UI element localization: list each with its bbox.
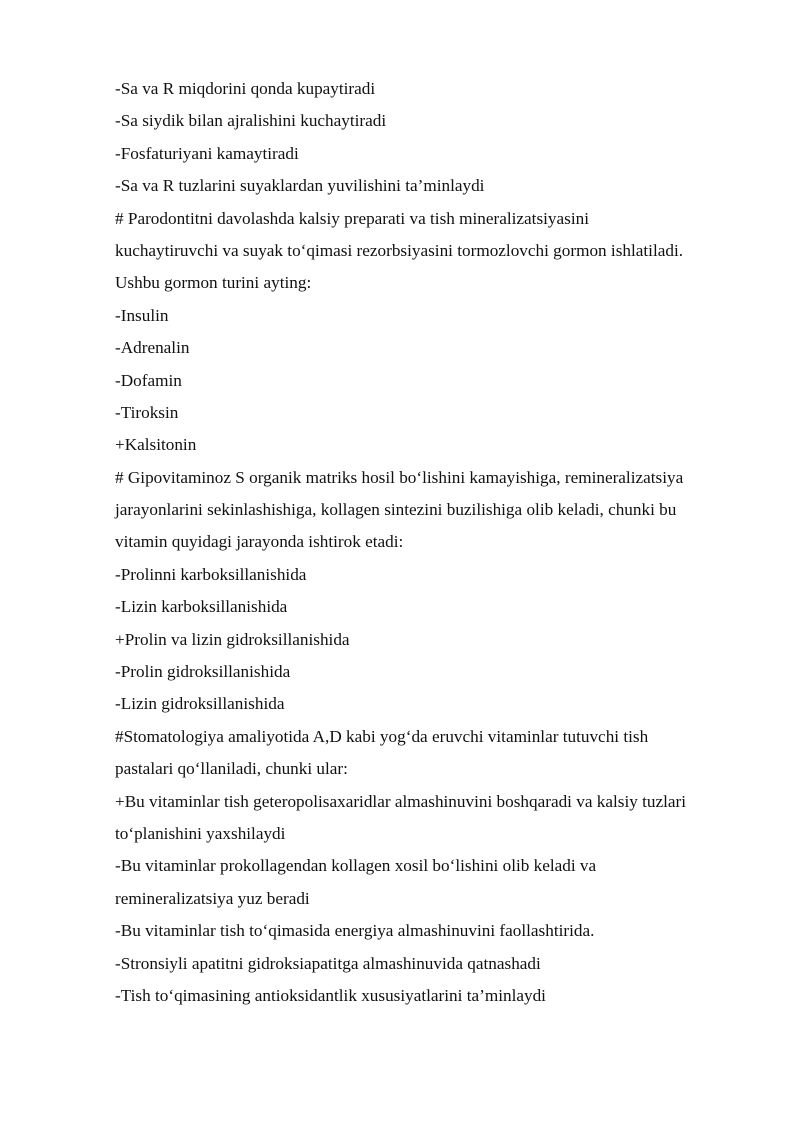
answer-option: -Adrenalin bbox=[115, 338, 190, 358]
text-line: -Sa va R tuzlarini suyaklardan yuvilishini ta’minlaydi bbox=[115, 176, 485, 196]
document-text bbox=[115, 73, 755, 1012]
text-line: -Sa va R miqdorini qonda kupaytiradi bbox=[115, 79, 376, 98]
answer-option: -Prolinni karboksillanishida bbox=[115, 564, 307, 584]
answer-option: -Lizin karboksillanishida bbox=[115, 597, 288, 617]
answer-option: -Bu vitaminlar prokollagendan kollagen xosil bo‘lishini olib keladi va bbox=[115, 856, 597, 876]
correct-answer-option: +Prolin va lizin gidroksillanishida bbox=[115, 629, 350, 649]
question-line: vitamin quyidagi jarayonda ishtirok etadi: bbox=[115, 532, 404, 552]
question-line: # Parodontitni davolashda kalsiy preparati va tish mineralizatsiyasini bbox=[115, 208, 589, 228]
answer-option: remineralizatsiya yuz beradi bbox=[115, 888, 310, 908]
answer-option: -Tish to‘qimasining antioksidantlik xususiyatlarini ta’minlaydi bbox=[115, 985, 546, 1005]
answer-option: -Lizin gidroksillanishida bbox=[115, 694, 285, 714]
correct-answer-option: +Bu vitaminlar tish geteropolisaxaridlar almashinuvini boshqaradi va kalsiy tuzlari bbox=[115, 791, 687, 811]
answer-option: -Tiroksin bbox=[115, 402, 179, 422]
answer-option: -Stronsiyli apatitni gidroksiapatitga almashinuvida qatnashadi bbox=[115, 953, 541, 973]
text-line: -Fosfaturiyani kamaytiradi bbox=[115, 143, 299, 163]
question-line: kuchaytiruvchi va suyak to‘qimasi rezorbsiyasini tormozlovchi gormon ishlatiladi. bbox=[115, 240, 684, 260]
answer-option: -Dofamin bbox=[115, 370, 182, 390]
correct-answer-option: +Kalsitonin bbox=[115, 435, 197, 455]
question-line: Ushbu gormon turini ayting: bbox=[115, 273, 312, 293]
question-line: #Stomatologiya amaliyotida A,D kabi yog‘da eruvchi vitaminlar tutuvchi tish bbox=[115, 726, 649, 746]
text-line: -Sa siydik bilan ajralishini kuchaytiradi bbox=[115, 111, 387, 131]
question-line: pastalari qo‘llaniladi, chunki ular: bbox=[115, 759, 348, 779]
answer-option: -Insulin bbox=[115, 305, 169, 325]
answer-option: -Prolin gidroksillanishida bbox=[115, 662, 291, 682]
question-line: # Gipovitaminoz S organik matriks hosil bo‘lishini kamayishiga, remineralizatsiya bbox=[115, 467, 684, 487]
answer-option: -Bu vitaminlar tish to‘qimasida energiya almashinuvini faollashtirida. bbox=[115, 921, 595, 941]
correct-answer-option: to‘planishini yaxshilaydi bbox=[115, 823, 286, 843]
question-line: jarayonlarini sekinlashishiga, kollagen sintezini buzilishiga olib keladi, chunki bu bbox=[115, 500, 677, 520]
